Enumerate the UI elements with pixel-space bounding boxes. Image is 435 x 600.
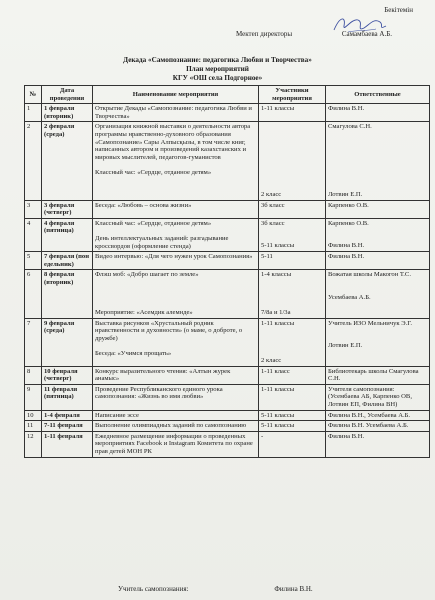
event-text: Организация книжной выставки о деятельности автора программы нравственно-духовного образования «Самопознание» Сары Алпысқызы, в том числе книг, написанных автором и произведений казахстанских и мировых мыслителей, педагогов-гуманистов	[95, 123, 251, 161]
teacher-name: Филина В.Н.	[274, 585, 313, 593]
teacher-role: Учитель самопознания:	[118, 585, 189, 593]
participants-text: 3б класс	[261, 201, 285, 209]
responsible-text-secondary: Усембаева А.Б.	[328, 293, 371, 301]
responsible-text-secondary: Лотвин Е.П.	[328, 190, 363, 198]
row-participants	[259, 431, 326, 457]
row-number: 11	[25, 421, 42, 432]
event-text: Открытие Декады «Самопознание: педагогика Любви и Творчества»	[95, 105, 252, 120]
participants-text-secondary: 2 класс	[261, 190, 282, 198]
table-row	[25, 384, 430, 410]
participants-text: 3б класс	[261, 219, 285, 227]
participants-text: 1-11 классы	[261, 319, 295, 327]
row-participants	[259, 421, 326, 432]
row-number: 7	[25, 318, 42, 366]
table-row	[25, 218, 430, 251]
row-number: 9	[25, 384, 42, 410]
table-row	[25, 104, 430, 122]
responsible-text: Учитель ИЗО Мельничук Э.Г.	[328, 319, 412, 327]
row-participants	[259, 218, 326, 251]
row-date: 1-4 февраля	[42, 410, 93, 421]
row-participants	[259, 252, 326, 270]
row-responsible	[326, 104, 430, 122]
row-event	[93, 384, 259, 410]
row-event	[93, 410, 259, 421]
event-text: Выставка рисунков «Хрустальный родник нравственности и духовности» (о маме, о доброте, о дружбе)	[95, 319, 243, 342]
approval-line	[236, 30, 392, 38]
row-event	[93, 421, 259, 432]
event-text-secondary: Классный час: «Сердце, отданное детям»	[95, 168, 212, 176]
row-responsible	[326, 318, 430, 366]
table-row	[25, 252, 430, 270]
row-responsible	[326, 410, 430, 421]
row-number: 5	[25, 252, 42, 270]
event-text-secondary: Беседа: «Учимся прощать»	[95, 349, 172, 357]
responsible-text: Библиотекарь школы Смагулова С.Н.	[328, 367, 419, 383]
row-participants	[259, 384, 326, 410]
event-text: Флэш моб: «Добро шагает по земле»	[95, 271, 199, 279]
row-date: 4 февраля (пятница)	[42, 218, 93, 251]
table-row	[25, 431, 430, 457]
teacher-signature-line	[118, 585, 313, 593]
participants-text: 1-4 классы	[261, 271, 292, 279]
row-participants	[259, 270, 326, 318]
row-number: 1	[25, 104, 42, 122]
row-number: 8	[25, 366, 42, 384]
row-responsible	[326, 421, 430, 432]
event-text: Классный час: «Сердце, отданное детям»	[95, 219, 212, 227]
responsible-text: Карпенко О.В.	[328, 201, 369, 209]
row-event	[93, 270, 259, 318]
row-number: 10	[25, 410, 42, 421]
table-row	[25, 122, 430, 200]
participants-text: 1-11 класс	[261, 367, 290, 375]
event-text: Видео интервью: «Для чего нужен урок Самопознания»	[95, 253, 253, 261]
participants-text: 5-11 классы	[261, 422, 295, 430]
event-text: Ежедневное размещение информации о проведенных мероприятиях Facebook и Instagram Комитета по охране прав детей МОН РК	[95, 432, 253, 456]
event-text: Выполнение олимпиадных заданий по самопознанию	[95, 422, 247, 430]
responsible-text: Филина В.Н.	[328, 253, 365, 261]
responsible-text: Смагулова С.Н.	[328, 123, 372, 131]
heading-school: КГУ «ОШ села Подгорное»	[172, 74, 263, 82]
row-date: 8 февраля (вторник)	[42, 270, 93, 318]
table-row	[25, 410, 430, 421]
row-date: 9 февраля (среда)	[42, 318, 93, 366]
row-date: 11 февраля (пятница)	[42, 384, 93, 410]
row-event	[93, 104, 259, 122]
row-participants	[259, 366, 326, 384]
row-date: 7 февраля (понедельник)	[42, 252, 93, 270]
table-row	[25, 200, 430, 218]
participants-text: -	[261, 432, 264, 440]
row-participants	[259, 104, 326, 122]
event-text-secondary: Мероприятие: «Асемдик алемнде»	[95, 308, 193, 316]
row-date: 3 февраля (четверг)	[42, 200, 93, 218]
row-event	[93, 431, 259, 457]
director-name: Самамбаева А.Б.	[341, 30, 392, 38]
responsible-text: Филина В.Н.	[328, 105, 365, 113]
responsible-text: Карпенко О.В.	[328, 219, 369, 227]
header-date: Дата проведения	[42, 86, 93, 104]
events-table	[24, 85, 430, 458]
responsible-text: Вожатая школы Макогон Т.С.	[328, 271, 411, 279]
row-number: 12	[25, 431, 42, 457]
participants-text: 1-11 классы	[261, 105, 295, 113]
participants-text-secondary: 7/8а и 1/3а	[261, 308, 291, 316]
row-responsible	[326, 431, 430, 457]
row-responsible	[326, 270, 430, 318]
row-responsible	[326, 366, 430, 384]
approval-title: Бекітемін	[384, 6, 413, 14]
document-heading	[0, 56, 435, 83]
responsible-text: Учителя самопознания: (Усембаева АБ, Карпенко ОВ, Лотвин ЕП, Филина ВН)	[328, 385, 412, 409]
row-date: 1-11 февраля	[42, 431, 93, 457]
director-position: Мектеп директоры	[236, 30, 293, 38]
header-num: №	[25, 86, 42, 104]
responsible-text: Филина В.Н. Усембаева А.Б.	[328, 422, 409, 430]
table-row	[25, 318, 430, 366]
row-participants	[259, 410, 326, 421]
row-event	[93, 200, 259, 218]
row-date: 7-11 февраля	[42, 421, 93, 432]
row-event	[93, 318, 259, 366]
row-responsible	[326, 218, 430, 251]
event-text: Конкурс выразительного чтения: «Алтын журек анамыс»	[95, 367, 231, 383]
table-header-row	[25, 86, 430, 104]
participants-text: 1-11 классы	[261, 385, 295, 393]
header-event: Наименование мероприятия	[93, 86, 259, 104]
participants-text-secondary: 5-11 классы	[261, 242, 295, 250]
responsible-text: Филина В.Н., Усембаева А.Б.	[328, 411, 411, 419]
header-participants: Участники мероприятия	[259, 86, 326, 104]
heading-decade: Декада «Самопознание: педагогика Любви и Творчества»	[123, 56, 312, 64]
header-responsible: Ответственные	[326, 86, 430, 104]
row-event	[93, 218, 259, 251]
row-number: 2	[25, 122, 42, 200]
participants-text: 5-11 классы	[261, 411, 295, 419]
participants-text: 5-11	[261, 253, 273, 261]
row-participants	[259, 200, 326, 218]
event-text: Написание эссе	[95, 411, 139, 419]
row-event	[93, 252, 259, 270]
row-responsible	[326, 252, 430, 270]
row-responsible	[326, 200, 430, 218]
row-participants	[259, 122, 326, 200]
row-number: 6	[25, 270, 42, 318]
row-event	[93, 122, 259, 200]
row-responsible	[326, 384, 430, 410]
row-date: 2 февраля (среда)	[42, 122, 93, 200]
event-text: Проведение Республиканского единого урока самопознания: «Жизнь во имя любви»	[95, 385, 223, 401]
row-number: 4	[25, 218, 42, 251]
heading-plan: План мероприятий	[186, 65, 249, 73]
responsible-text-secondary: Филина В.Н.	[328, 242, 365, 250]
table-row	[25, 421, 430, 432]
responsible-text-secondary: Лотвин Е.П.	[328, 342, 363, 350]
row-participants	[259, 318, 326, 366]
row-date: 1 февраля (вторник)	[42, 104, 93, 122]
event-text: Беседа: «Любовь – основа жизни»	[95, 201, 192, 209]
row-number: 3	[25, 200, 42, 218]
participants-text-secondary: 2 класс	[261, 357, 282, 365]
row-date: 10 февраля (четверг)	[42, 366, 93, 384]
row-event	[93, 366, 259, 384]
table-row	[25, 366, 430, 384]
responsible-text: Филина В.Н.	[328, 432, 365, 440]
row-responsible	[326, 122, 430, 200]
table-row	[25, 270, 430, 318]
event-text-secondary: День интеллектуальных заданий: разгадывание кроссвордов (оформление стенда)	[95, 234, 229, 250]
